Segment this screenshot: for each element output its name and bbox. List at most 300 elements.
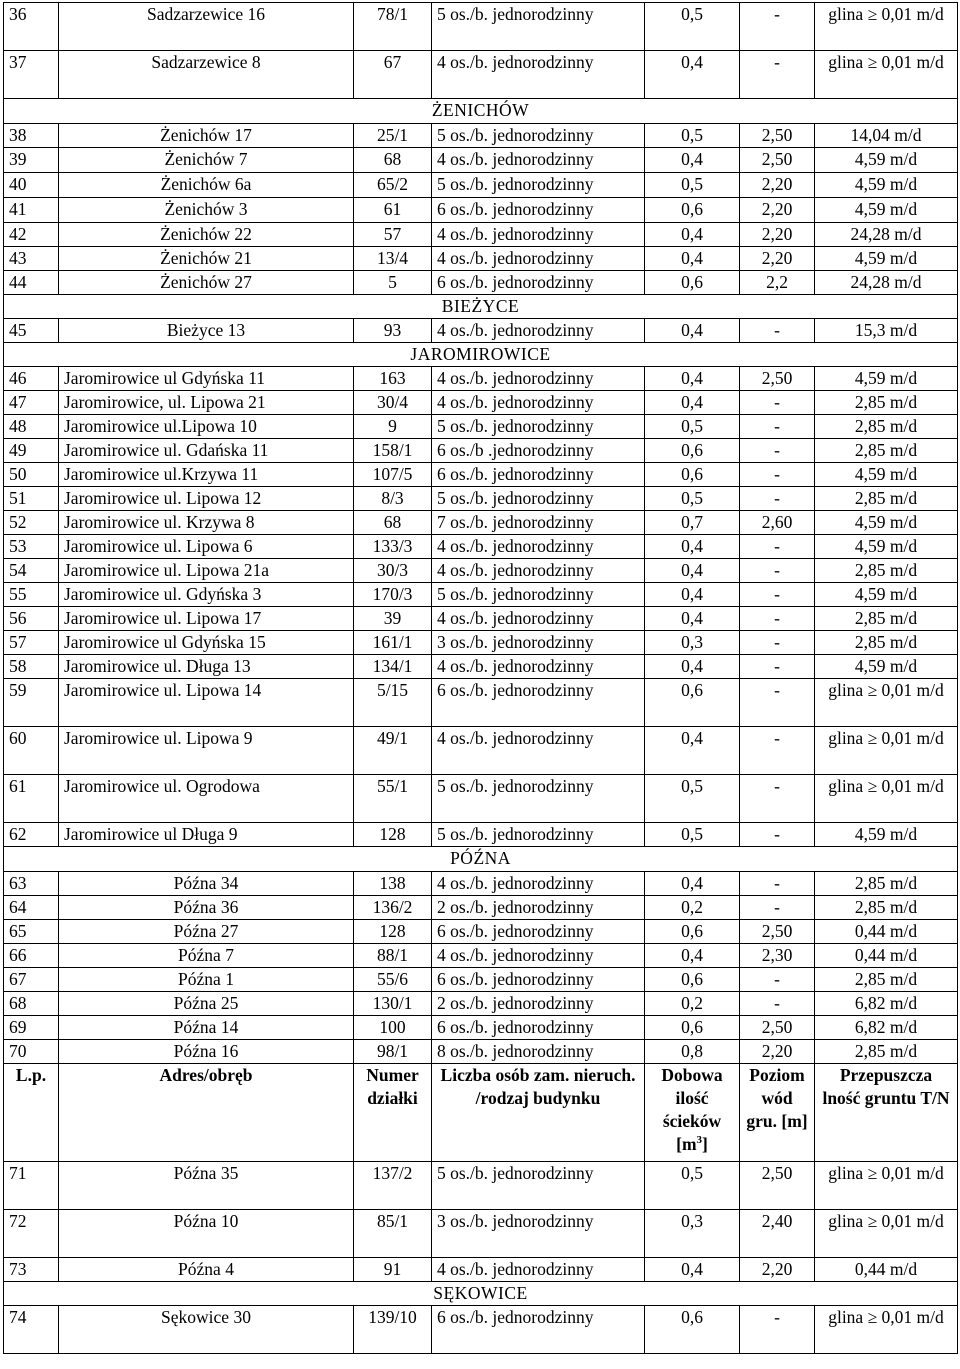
- header-ilosc: [645, 1064, 740, 1162]
- cell-lp: 54: [4, 559, 59, 583]
- cell-liczba: 5 os./b. jednorodzinny: [432, 415, 645, 439]
- cell-numer: 91: [354, 1258, 432, 1282]
- cell-liczba: 3 os./b. jednorodzinny: [432, 631, 645, 655]
- cell-przep: glina ≥ 0,01 m/d: [815, 727, 958, 775]
- cell-lp: 55: [4, 583, 59, 607]
- cell-liczba: 5 os./b. jednorodzinny: [432, 487, 645, 511]
- cell-ilosc: 0,5: [645, 173, 740, 198]
- cell-adres: Późna 10: [59, 1210, 354, 1258]
- cell-ilosc: 0,4: [645, 944, 740, 968]
- cell-ilosc: 0,5: [645, 823, 740, 847]
- cell-ilosc: 0,5: [645, 415, 740, 439]
- cell-liczba: 5 os./b. jednorodzinny: [432, 583, 645, 607]
- cell-poziom: -: [740, 319, 815, 343]
- cell-adres: Jaromirowice ul. Lipowa 12: [59, 487, 354, 511]
- cell-przep: 4,59 m/d: [815, 655, 958, 679]
- cell-lp: 57: [4, 631, 59, 655]
- cell-przep: 6,82 m/d: [815, 1016, 958, 1040]
- cell-adres: Późna 34: [59, 872, 354, 896]
- cell-przep: 4,59 m/d: [815, 148, 958, 173]
- table-row: [4, 1162, 958, 1210]
- cell-liczba: 4 os./b. jednorodzinny: [432, 391, 645, 415]
- table-row: [4, 559, 958, 583]
- cell-numer: 8/3: [354, 487, 432, 511]
- cell-numer: 130/1: [354, 992, 432, 1016]
- table-row: [4, 944, 958, 968]
- cell-liczba: 6 os./b. jednorodzinny: [432, 198, 645, 223]
- cell-adres: Żenichów 17: [59, 124, 354, 148]
- cell-poziom: -: [740, 872, 815, 896]
- cell-ilosc: 0,6: [645, 271, 740, 295]
- cell-ilosc: 0,3: [645, 631, 740, 655]
- cell-adres: Jaromirowice ul.Lipowa 10: [59, 415, 354, 439]
- cell-lp: 69: [4, 1016, 59, 1040]
- cell-przep: 6,82 m/d: [815, 992, 958, 1016]
- header-ilosc-end: ]: [702, 1134, 708, 1154]
- cell-numer: 55/6: [354, 968, 432, 992]
- cell-lp: 71: [4, 1162, 59, 1210]
- cell-liczba: 2 os./b. jednorodzinny: [432, 896, 645, 920]
- cell-numer: 137/2: [354, 1162, 432, 1210]
- cell-numer: 25/1: [354, 124, 432, 148]
- cell-adres: Jaromirowice ul. Lipowa 14: [59, 679, 354, 727]
- cell-ilosc: 0,5: [645, 775, 740, 823]
- cell-przep: 2,85 m/d: [815, 391, 958, 415]
- table-row: [4, 124, 958, 148]
- cell-przep: 2,85 m/d: [815, 487, 958, 511]
- cell-adres: Późna 27: [59, 920, 354, 944]
- cell-poziom: 2,20: [740, 223, 815, 247]
- cell-przep: 24,28 m/d: [815, 223, 958, 247]
- cell-ilosc: 0,5: [645, 3, 740, 51]
- header-numer: Numer działki: [354, 1064, 432, 1162]
- cell-lp: 49: [4, 439, 59, 463]
- cell-liczba: 6 os./b .jednorodzinny: [432, 439, 645, 463]
- cell-przep: 2,85 m/d: [815, 968, 958, 992]
- cell-przep: 2,85 m/d: [815, 896, 958, 920]
- cell-adres: Żenichów 21: [59, 247, 354, 271]
- table-row: [4, 415, 958, 439]
- cell-poziom: -: [740, 607, 815, 631]
- table-row: [4, 391, 958, 415]
- cell-przep: 14,04 m/d: [815, 124, 958, 148]
- cell-ilosc: 0,4: [645, 535, 740, 559]
- table-row: [4, 679, 958, 727]
- cell-numer: 65/2: [354, 173, 432, 198]
- cell-poziom: 2,20: [740, 173, 815, 198]
- cell-ilosc: 0,4: [645, 319, 740, 343]
- cell-ilosc: 0,2: [645, 992, 740, 1016]
- cell-poziom: -: [740, 655, 815, 679]
- cell-adres: Późna 7: [59, 944, 354, 968]
- table-row: [4, 51, 958, 99]
- cell-ilosc: 0,6: [645, 679, 740, 727]
- cell-adres: Jaromirowice, ul. Lipowa 21: [59, 391, 354, 415]
- cell-numer: 57: [354, 223, 432, 247]
- cell-adres: Jaromirowice ul. Krzywa 8: [59, 511, 354, 535]
- table-row: [4, 148, 958, 173]
- cell-lp: 47: [4, 391, 59, 415]
- table-row: [4, 1306, 958, 1354]
- cell-liczba: 6 os./b. jednorodzinny: [432, 271, 645, 295]
- cell-liczba: 5 os./b. jednorodzinny: [432, 3, 645, 51]
- cell-przep: glina ≥ 0,01 m/d: [815, 1210, 958, 1258]
- table-row: [4, 223, 958, 247]
- cell-adres: Żenichów 3: [59, 198, 354, 223]
- cell-lp: 59: [4, 679, 59, 727]
- cell-lp: 45: [4, 319, 59, 343]
- cell-adres: Późna 1: [59, 968, 354, 992]
- section-title: ŻENICHÓW: [4, 99, 958, 124]
- cell-numer: 30/4: [354, 391, 432, 415]
- section-row: [4, 847, 958, 872]
- cell-przep: 4,59 m/d: [815, 583, 958, 607]
- cell-przep: glina ≥ 0,01 m/d: [815, 3, 958, 51]
- cell-liczba: 6 os./b. jednorodzinny: [432, 1016, 645, 1040]
- table-row: [4, 3, 958, 51]
- cell-liczba: 5 os./b. jednorodzinny: [432, 823, 645, 847]
- cell-numer: 5: [354, 271, 432, 295]
- cell-numer: 78/1: [354, 3, 432, 51]
- cell-przep: 2,85 m/d: [815, 415, 958, 439]
- table-row: [4, 607, 958, 631]
- cell-adres: Jaromirowice ul. Gdyńska 3: [59, 583, 354, 607]
- cell-poziom: 2,30: [740, 944, 815, 968]
- cell-ilosc: 0,4: [645, 727, 740, 775]
- cell-liczba: 4 os./b. jednorodzinny: [432, 319, 645, 343]
- cell-lp: 53: [4, 535, 59, 559]
- cell-lp: 37: [4, 51, 59, 99]
- cell-lp: 72: [4, 1210, 59, 1258]
- table-row: [4, 631, 958, 655]
- cell-lp: 51: [4, 487, 59, 511]
- cell-adres: Jaromirowice ul. Gdańska 11: [59, 439, 354, 463]
- cell-numer: 170/3: [354, 583, 432, 607]
- cell-poziom: 2,40: [740, 1210, 815, 1258]
- table-row: [4, 727, 958, 775]
- cell-adres: Jaromirowice ul. Lipowa 21a: [59, 559, 354, 583]
- cell-poziom: 2,50: [740, 124, 815, 148]
- cell-adres: Żenichów 7: [59, 148, 354, 173]
- cell-adres: Późna 4: [59, 1258, 354, 1282]
- cell-numer: 67: [354, 51, 432, 99]
- cell-numer: 49/1: [354, 727, 432, 775]
- cell-poziom: -: [740, 415, 815, 439]
- cell-liczba: 6 os./b. jednorodzinny: [432, 1306, 645, 1354]
- cell-liczba: 4 os./b. jednorodzinny: [432, 727, 645, 775]
- header-row: [4, 1064, 958, 1162]
- cell-liczba: 4 os./b. jednorodzinny: [432, 367, 645, 391]
- cell-poziom: 2,20: [740, 247, 815, 271]
- cell-numer: 136/2: [354, 896, 432, 920]
- cell-liczba: 4 os./b. jednorodzinny: [432, 247, 645, 271]
- cell-numer: 161/1: [354, 631, 432, 655]
- cell-przep: 2,85 m/d: [815, 631, 958, 655]
- cell-przep: 4,59 m/d: [815, 535, 958, 559]
- cell-ilosc: 0,6: [645, 1306, 740, 1354]
- cell-ilosc: 0,7: [645, 511, 740, 535]
- cell-liczba: 5 os./b. jednorodzinny: [432, 775, 645, 823]
- cell-adres: Jaromirowice ul.Krzywa 11: [59, 463, 354, 487]
- cell-lp: 58: [4, 655, 59, 679]
- cell-przep: 24,28 m/d: [815, 271, 958, 295]
- cell-ilosc: 0,4: [645, 223, 740, 247]
- cell-liczba: 5 os./b. jednorodzinny: [432, 1162, 645, 1210]
- table-row: [4, 583, 958, 607]
- cell-liczba: 7 os./b. jednorodzinny: [432, 511, 645, 535]
- cell-adres: Jaromirowice ul. Lipowa 17: [59, 607, 354, 631]
- cell-liczba: 4 os./b. jednorodzinny: [432, 51, 645, 99]
- cell-ilosc: 0,5: [645, 124, 740, 148]
- cell-poziom: -: [740, 992, 815, 1016]
- cell-ilosc: 0,5: [645, 487, 740, 511]
- section-row: [4, 295, 958, 319]
- cell-liczba: 5 os./b. jednorodzinny: [432, 124, 645, 148]
- cell-lp: 60: [4, 727, 59, 775]
- cell-adres: Jaromirowice ul. Długa 13: [59, 655, 354, 679]
- cell-ilosc: 0,6: [645, 920, 740, 944]
- cell-poziom: -: [740, 727, 815, 775]
- cell-liczba: 8 os./b. jednorodzinny: [432, 1040, 645, 1064]
- cell-adres: Jaromirowice ul Gdyńska 15: [59, 631, 354, 655]
- table-row: [4, 1040, 958, 1064]
- cell-ilosc: 0,6: [645, 968, 740, 992]
- cell-lp: 46: [4, 367, 59, 391]
- cell-poziom: -: [740, 51, 815, 99]
- cell-lp: 41: [4, 198, 59, 223]
- table-row: [4, 463, 958, 487]
- cell-poziom: -: [740, 463, 815, 487]
- cell-adres: Bieżyce 13: [59, 319, 354, 343]
- cell-lp: 40: [4, 173, 59, 198]
- cell-poziom: -: [740, 583, 815, 607]
- table-row: [4, 992, 958, 1016]
- cell-przep: 0,44 m/d: [815, 1258, 958, 1282]
- header-adres: Adres/obręb: [59, 1064, 354, 1162]
- cell-poziom: 2,20: [740, 198, 815, 223]
- cell-numer: 93: [354, 319, 432, 343]
- cell-numer: 88/1: [354, 944, 432, 968]
- cell-numer: 158/1: [354, 439, 432, 463]
- header-poziom: Poziom wód gru. [m]: [740, 1064, 815, 1162]
- cell-liczba: 4 os./b. jednorodzinny: [432, 223, 645, 247]
- cell-poziom: -: [740, 1306, 815, 1354]
- cell-numer: 30/3: [354, 559, 432, 583]
- section-row: [4, 343, 958, 367]
- cell-numer: 13/4: [354, 247, 432, 271]
- section-title: SĘKOWICE: [4, 1282, 958, 1306]
- cell-lp: 67: [4, 968, 59, 992]
- cell-ilosc: 0,5: [645, 1162, 740, 1210]
- cell-lp: 44: [4, 271, 59, 295]
- section-title: BIEŻYCE: [4, 295, 958, 319]
- cell-poziom: 2,50: [740, 920, 815, 944]
- table-row: [4, 1210, 958, 1258]
- cell-przep: 2,85 m/d: [815, 872, 958, 896]
- cell-ilosc: 0,4: [645, 51, 740, 99]
- header-liczba: Liczba osób zam. nieruch. /rodzaj budynku: [432, 1064, 645, 1162]
- cell-liczba: 4 os./b. jednorodzinny: [432, 872, 645, 896]
- cell-liczba: 4 os./b. jednorodzinny: [432, 944, 645, 968]
- cell-numer: 139/10: [354, 1306, 432, 1354]
- cell-ilosc: 0,4: [645, 872, 740, 896]
- cell-numer: 163: [354, 367, 432, 391]
- cell-ilosc: 0,6: [645, 198, 740, 223]
- table-row: [4, 247, 958, 271]
- table-row: [4, 319, 958, 343]
- cell-przep: 2,85 m/d: [815, 1040, 958, 1064]
- cell-przep: 4,59 m/d: [815, 198, 958, 223]
- cell-numer: 128: [354, 920, 432, 944]
- cell-lp: 56: [4, 607, 59, 631]
- cell-numer: 107/5: [354, 463, 432, 487]
- cell-lp: 48: [4, 415, 59, 439]
- cell-numer: 98/1: [354, 1040, 432, 1064]
- cell-lp: 43: [4, 247, 59, 271]
- cell-numer: 9: [354, 415, 432, 439]
- cell-liczba: 4 os./b. jednorodzinny: [432, 559, 645, 583]
- cell-przep: glina ≥ 0,01 m/d: [815, 1162, 958, 1210]
- cell-adres: Sadzarzewice 16: [59, 3, 354, 51]
- section-title: JAROMIROWICE: [4, 343, 958, 367]
- table-body: [4, 3, 958, 1354]
- cell-poziom: 2,50: [740, 148, 815, 173]
- cell-numer: 100: [354, 1016, 432, 1040]
- cell-ilosc: 0,3: [645, 1210, 740, 1258]
- cell-numer: 85/1: [354, 1210, 432, 1258]
- cell-przep: 2,85 m/d: [815, 439, 958, 463]
- header-ilosc-sup: 3: [696, 1134, 703, 1147]
- cell-lp: 70: [4, 1040, 59, 1064]
- cell-adres: Późna 16: [59, 1040, 354, 1064]
- cell-poziom: -: [740, 823, 815, 847]
- table-row: [4, 655, 958, 679]
- cell-numer: 68: [354, 148, 432, 173]
- cell-poziom: -: [740, 559, 815, 583]
- table-row: [4, 535, 958, 559]
- cell-poziom: 2,60: [740, 511, 815, 535]
- cell-liczba: 5 os./b. jednorodzinny: [432, 173, 645, 198]
- cell-przep: 4,59 m/d: [815, 247, 958, 271]
- cell-ilosc: 0,4: [645, 247, 740, 271]
- cell-ilosc: 0,2: [645, 896, 740, 920]
- cell-adres: Jaromirowice ul. Ogrodowa: [59, 775, 354, 823]
- table-row: [4, 872, 958, 896]
- table-row: [4, 439, 958, 463]
- cell-poziom: -: [740, 487, 815, 511]
- table-row: [4, 1016, 958, 1040]
- cell-poziom: -: [740, 631, 815, 655]
- cell-poziom: -: [740, 535, 815, 559]
- table-row: [4, 367, 958, 391]
- header-ilosc-text: Dobowa ilość ścieków [m: [661, 1065, 723, 1154]
- section-row: [4, 99, 958, 124]
- cell-ilosc: 0,6: [645, 1016, 740, 1040]
- cell-adres: Jaromirowice ul Gdyńska 11: [59, 367, 354, 391]
- cell-przep: 2,85 m/d: [815, 607, 958, 631]
- cell-adres: Późna 36: [59, 896, 354, 920]
- cell-numer: 39: [354, 607, 432, 631]
- table-row: [4, 896, 958, 920]
- cell-przep: 4,59 m/d: [815, 511, 958, 535]
- cell-adres: Jaromirowice ul Długa 9: [59, 823, 354, 847]
- cell-adres: Późna 14: [59, 1016, 354, 1040]
- cell-adres: Żenichów 27: [59, 271, 354, 295]
- cell-poziom: -: [740, 896, 815, 920]
- cell-adres: Żenichów 22: [59, 223, 354, 247]
- table-row: [4, 511, 958, 535]
- cell-lp: 62: [4, 823, 59, 847]
- cell-numer: 55/1: [354, 775, 432, 823]
- cell-adres: Żenichów 6a: [59, 173, 354, 198]
- cell-ilosc: 0,6: [645, 463, 740, 487]
- cell-poziom: -: [740, 439, 815, 463]
- cell-poziom: -: [740, 391, 815, 415]
- cell-liczba: 6 os./b. jednorodzinny: [432, 679, 645, 727]
- cell-lp: 61: [4, 775, 59, 823]
- cell-ilosc: 0,4: [645, 148, 740, 173]
- cell-przep: 4,59 m/d: [815, 463, 958, 487]
- section-title: PÓŹNA: [4, 847, 958, 872]
- cell-liczba: 2 os./b. jednorodzinny: [432, 992, 645, 1016]
- cell-przep: glina ≥ 0,01 m/d: [815, 775, 958, 823]
- cell-numer: 68: [354, 511, 432, 535]
- cell-poziom: 2,20: [740, 1040, 815, 1064]
- cell-liczba: 4 os./b. jednorodzinny: [432, 655, 645, 679]
- cell-poziom: 2,50: [740, 1016, 815, 1040]
- cell-liczba: 4 os./b. jednorodzinny: [432, 148, 645, 173]
- cell-przep: glina ≥ 0,01 m/d: [815, 51, 958, 99]
- cell-lp: 73: [4, 1258, 59, 1282]
- cell-poziom: 2,50: [740, 1162, 815, 1210]
- cell-ilosc: 0,8: [645, 1040, 740, 1064]
- cell-numer: 128: [354, 823, 432, 847]
- cell-lp: 50: [4, 463, 59, 487]
- cell-poziom: 2,2: [740, 271, 815, 295]
- cell-lp: 65: [4, 920, 59, 944]
- cell-ilosc: 0,4: [645, 655, 740, 679]
- cell-przep: 0,44 m/d: [815, 944, 958, 968]
- wastewater-table: [3, 2, 958, 1354]
- cell-ilosc: 0,6: [645, 439, 740, 463]
- cell-lp: 52: [4, 511, 59, 535]
- cell-lp: 74: [4, 1306, 59, 1354]
- table-row: [4, 487, 958, 511]
- cell-poziom: -: [740, 968, 815, 992]
- cell-numer: 5/15: [354, 679, 432, 727]
- cell-lp: 68: [4, 992, 59, 1016]
- table-row: [4, 173, 958, 198]
- cell-przep: 4,59 m/d: [815, 173, 958, 198]
- cell-przep: 4,59 m/d: [815, 823, 958, 847]
- cell-ilosc: 0,4: [645, 1258, 740, 1282]
- header-przep: Przepuszcza lność gruntu T/N: [815, 1064, 958, 1162]
- cell-liczba: 4 os./b. jednorodzinny: [432, 535, 645, 559]
- cell-przep: glina ≥ 0,01 m/d: [815, 679, 958, 727]
- cell-adres: Sadzarzewice 8: [59, 51, 354, 99]
- cell-poziom: 2,50: [740, 367, 815, 391]
- cell-liczba: 6 os./b. jednorodzinny: [432, 920, 645, 944]
- table-row: [4, 968, 958, 992]
- cell-poziom: 2,20: [740, 1258, 815, 1282]
- table-row: [4, 198, 958, 223]
- cell-przep: glina ≥ 0,01 m/d: [815, 1306, 958, 1354]
- cell-adres: Późna 25: [59, 992, 354, 1016]
- cell-przep: 0,44 m/d: [815, 920, 958, 944]
- cell-lp: 39: [4, 148, 59, 173]
- cell-lp: 64: [4, 896, 59, 920]
- cell-ilosc: 0,4: [645, 391, 740, 415]
